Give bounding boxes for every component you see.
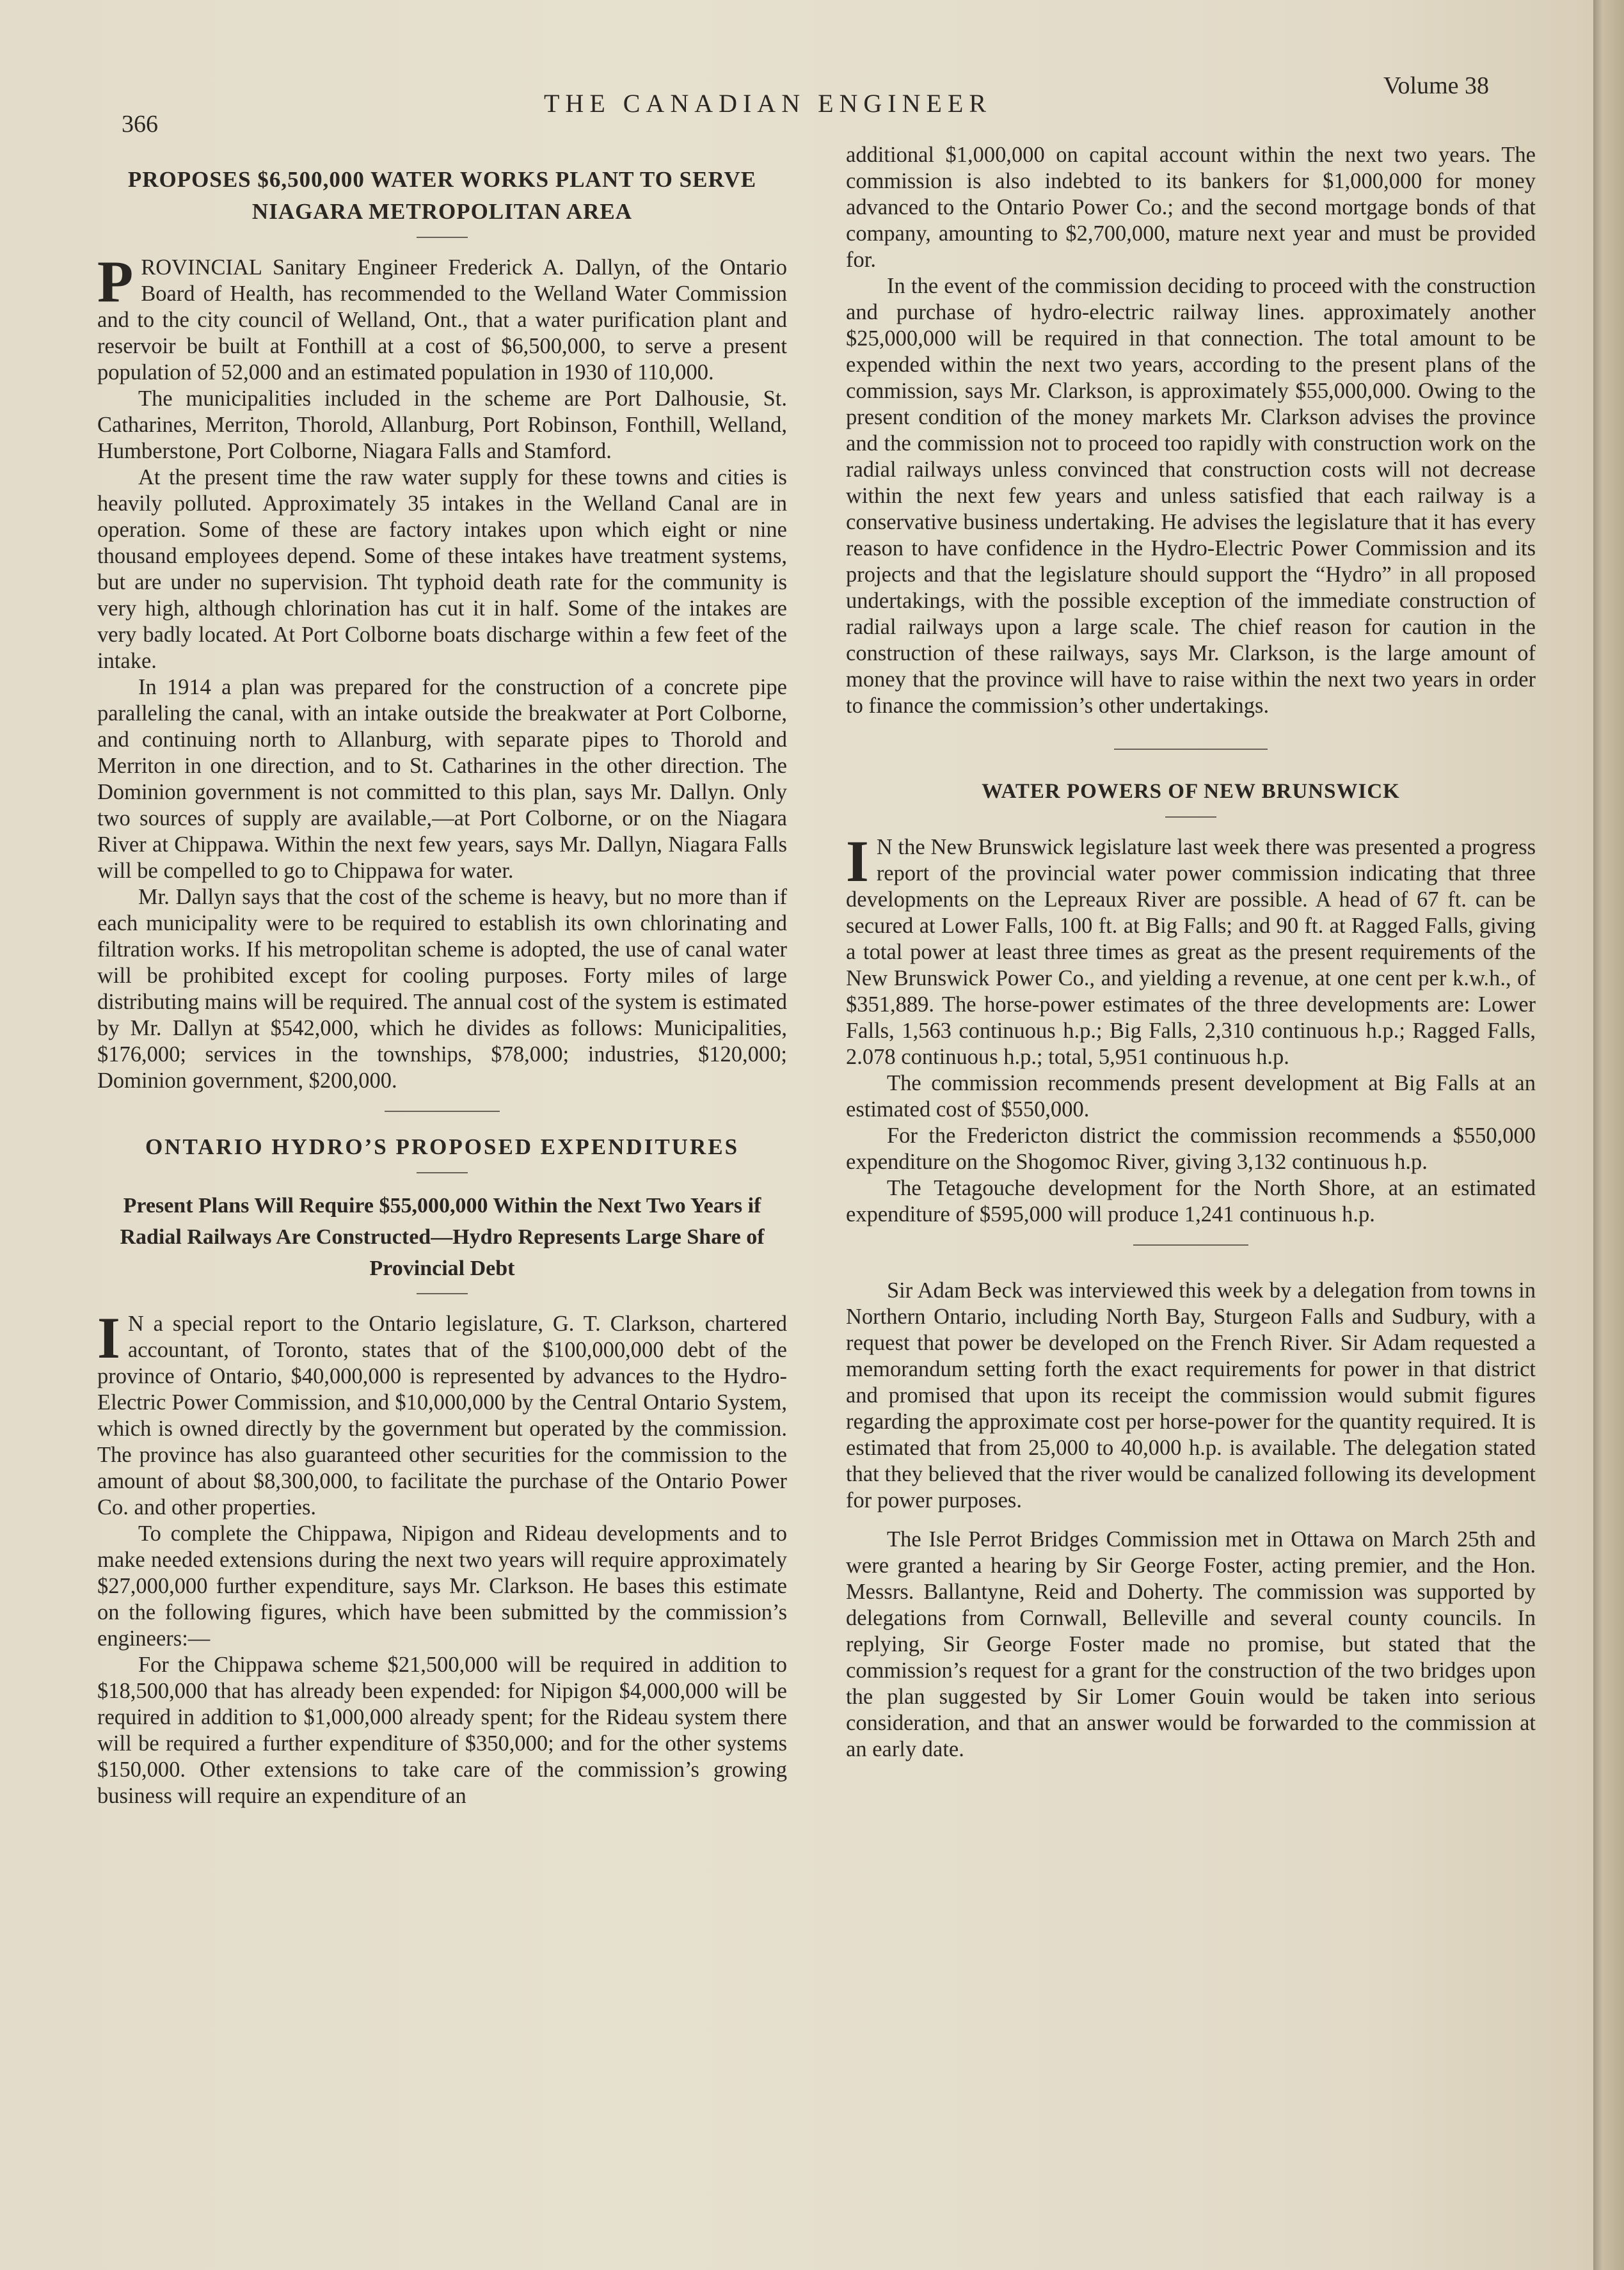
- divider: [417, 237, 468, 238]
- right-column: [846, 142, 1536, 1763]
- paragraph: At the present time the raw water supply for these towns and cities is heavily polluted. Approximately 35 intakes in the Welland Canal are in operation. Some of these are factory intakes upon which eight or nine thousand employees depend. Some of these intakes have treatment systems, but are under no supervision. Tht typhoid death rate for the community is very high, although chlorination has cut it in half. Some of the intakes are very badly located. At Port Colborne boats discharge within a few feet of the intake.: [97, 465, 787, 673]
- paragraph: For the Chippawa scheme $21,500,000 will be required in addition to $18,500,000 that has already been expended: for Nipigon $4,000,000 will be required in addition to $1,000,000 already spent; for the Rideau system there will be required a further expenditure of $350,000; and for the other systems $150,000. Other extensions to take care of the commission’s growing business will require an expenditure of an: [97, 1653, 787, 1808]
- drop-cap: I: [846, 829, 869, 894]
- page-binding-edge: [1593, 0, 1624, 2270]
- item-isle-perrot: [846, 1527, 1536, 1763]
- spacer: [846, 1514, 1536, 1527]
- divider: [1114, 749, 1268, 750]
- paragraph: In the event of the commission deciding to proceed with the construction and purchase of hydro-electric railway lines. approximately another $25,000,000 will be required in that connection. The total amount to be expended within the next two years, according to the present plans of the commission, says Mr. Clarkson, is approximately $55,000,000. Owing to the present condition of the money markets Mr. Clarkson advises the province and the commission not to proceed too rapidly with construction work on the radial railways unless convinced that construction costs will not decrease within the next few years and unless satisfied that each railway is a conservative business undertaking. He advises the legislature that it has every reason to have confidence in the Hydro-Electric Power Commission and its projects and that the legislature should support the “Hydro” in all proposed undertakings, with the possible exception of the immediate construction of radial railways upon a large scale. The chief reason for caution in the construction of these railways, says Mr. Clarkson, is the large amount of money that the province will have to raise within the next two years in order to finance the commission’s other undertakings.: [846, 274, 1536, 718]
- paragraph: To complete the Chippawa, Nipigon and Rideau developments and to make needed extensions during the next two years will require approximately $27,000,000 further expenditure, says Mr. Clarkson. He bases this estimate on the following figures, which have been submitted by the commission’s engineers:—: [97, 1521, 787, 1651]
- page-number: 366: [122, 111, 158, 138]
- divider: [417, 1172, 468, 1173]
- left-column: [97, 160, 787, 1809]
- paragraph: additional $1,000,000 on capital account within the next two years. The commission is also indebted to its bankers for $1,000,000 for money advanced to the Ontario Power Co.; and the second mortgage bonds of that company, amounting to $2,700,000, mature next year and must be provided for.: [846, 143, 1536, 272]
- article-title: ONTARIO HYDRO’S PROPOSED EXPENDITURES: [145, 1134, 740, 1159]
- divider: [385, 1111, 500, 1112]
- paragraph: In 1914 a plan was prepared for the construction of a concrete pipe paralleling the canal, with an intake outside the breakwater at Port Colborne, and continuing north to Allanburg, with separate pipes to Thorold and Merriton in one direction, and to St. Catharines in the other direction. The Dominion government is not committed to this plan, says Mr. Dallyn. Only two sources of supply are available,—at Port Colborne, or on the Niagara River at Chippawa. Within the next few years, says Mr. Dallyn, Niagara Falls will be compelled to go to Chippawa for water.: [97, 675, 787, 883]
- article-ontario-hydro-continued: [846, 142, 1536, 719]
- volume-label: Volume 38: [1383, 72, 1490, 99]
- drop-cap: I: [97, 1305, 120, 1370]
- article-title: PROPOSES $6,500,000 WATER WORKS PLANT TO SERVE NIAGARA METROPOLITAN AREA: [127, 167, 757, 224]
- article-subtitle: Present Plans Will Require $55,000,000 Within the Next Two Years if Radial Railways Are Constructed—Hydro Represents Large Share of Provincial Debt: [120, 1194, 765, 1280]
- paragraph: I N the New Brunswick legislature last week there was presented a progress report of the provincial water power commission indicating that three developments on the Lepreaux River are possible. A head of 67 ft. can be secured at Lower Falls, 100 ft. at Big Falls; and 90 ft. at Ragged Falls, giving a total power at least three times as great as the present requirements of the New Brunswick Power Co., and yielding a revenue, at one cent per k.w.h., of $351,889. The horse-power estimates of the three developments are: Lower Falls, 1,563 continuous h.p.; Big Falls, 2,310 continuous h.p.; Ragged Falls, 2.078 continuous h.p.; total, 5,951 continuous h.p.: [846, 829, 1536, 1069]
- paragraph: The commission recommends present development at Big Falls at an estimated cost of $550,000.: [846, 1071, 1536, 1122]
- drop-cap: P: [97, 249, 134, 314]
- paragraph: I N a special report to the Ontario legislature, G. T. Clarkson, chartered accountant, of Toronto, states that of the $100,000,000 debt of the province of Ontario, $40,000,000 is represented by advances to the Hydro-Electric Power Commission, and $10,000,000 by the Central Ontario System, which is owned directly by the government but operated by the commission. The province has also guaranteed other securities for the commission to the amount of about $8,300,000, to facilitate the purchase of the Ontario Power Co. and other properties.: [97, 1305, 787, 1520]
- divider: [417, 1293, 468, 1294]
- paragraph: The Isle Perrot Bridges Commission met in Ottawa on March 25th and were granted a hearing by Sir George Foster, acting premier, and the Hon. Messrs. Ballantyne, Reid and Doherty. The commission was supported by delegations from Cornwall, Belleville and several county councils. In replying, Sir George Foster made no promise, but stated that the commission’s request for a grant for the construction of the two bridges upon the plan suggested by Sir Lomer Gouin would be taken into serious consideration, and that an answer would be forwarded to the commission at an early date.: [846, 1527, 1536, 1761]
- paragraph: The Tetagouche development for the North Shore, at an estimated expenditure of $595,000 will produce 1,241 continuous h.p.: [846, 1176, 1536, 1226]
- paragraph: Sir Adam Beck was interviewed this week by a delegation from towns in Northern Ontario, including North Bay, Sturgeon Falls and Sudbury, with a request that power be developed on the French River. Sir Adam requested a memorandum setting forth the exact requirements for power in that district and promised that upon its receipt the commission would submit figures regarding the approximate cost per horse-power for the quantity required. It is estimated that from 25,000 to 40,000 h.p. is available. The delegation stated that they believed that the river would be canalized following its development for power purposes.: [846, 1278, 1536, 1512]
- article-ontario-hydro: [97, 1131, 787, 1809]
- divider: [1133, 1244, 1248, 1246]
- item-french-river: [846, 1278, 1536, 1514]
- article-new-brunswick: [846, 775, 1536, 1228]
- paragraph: The municipalities included in the scheme are Port Dalhousie, St. Catharines, Merriton, Thorold, Allanburg, Port Robinson, Fonthill, Welland, Humberstone, Port Colborne, Niagara Falls and Stamford.: [97, 386, 787, 463]
- divider: [1165, 816, 1216, 818]
- paragraph: For the Fredericton district the commission recommends a $550,000 expenditure on the Shogomoc River, giving 3,132 continuous h.p.: [846, 1123, 1536, 1174]
- article-water-works: [97, 164, 787, 1094]
- paragraph: Mr. Dallyn says that the cost of the scheme is heavy, but no more than if each municipality were to be required to establish its own chlorinating and filtration works. If his metropolitan scheme is adopted, the use of canal water will be prohibited except for cooling purposes. Forty miles of large distributing mains will be required. The annual cost of the system is estimated by Mr. Dallyn at $542,000, which he divides as follows: Municipalities, $176,000; services in the townships, $78,000; industries, $120,000; Dominion government, $200,000.: [97, 885, 787, 1093]
- paragraph: PROVINCIAL Sanitary Engineer Frederick A. Dallyn, of the Ontario Board of Health, has recommended to the Welland Water Commission and to the city council of Welland, Ont., that a water purification plant and reservoir be built at Fonthill at a cost of $6,500,000, to serve a present population of 52,000 and an estimated population in 1930 of 110,000.: [97, 249, 787, 385]
- article-title: WATER POWERS OF NEW BRUNSWICK: [982, 780, 1400, 803]
- running-title: THE CANADIAN ENGINEER: [544, 89, 992, 118]
